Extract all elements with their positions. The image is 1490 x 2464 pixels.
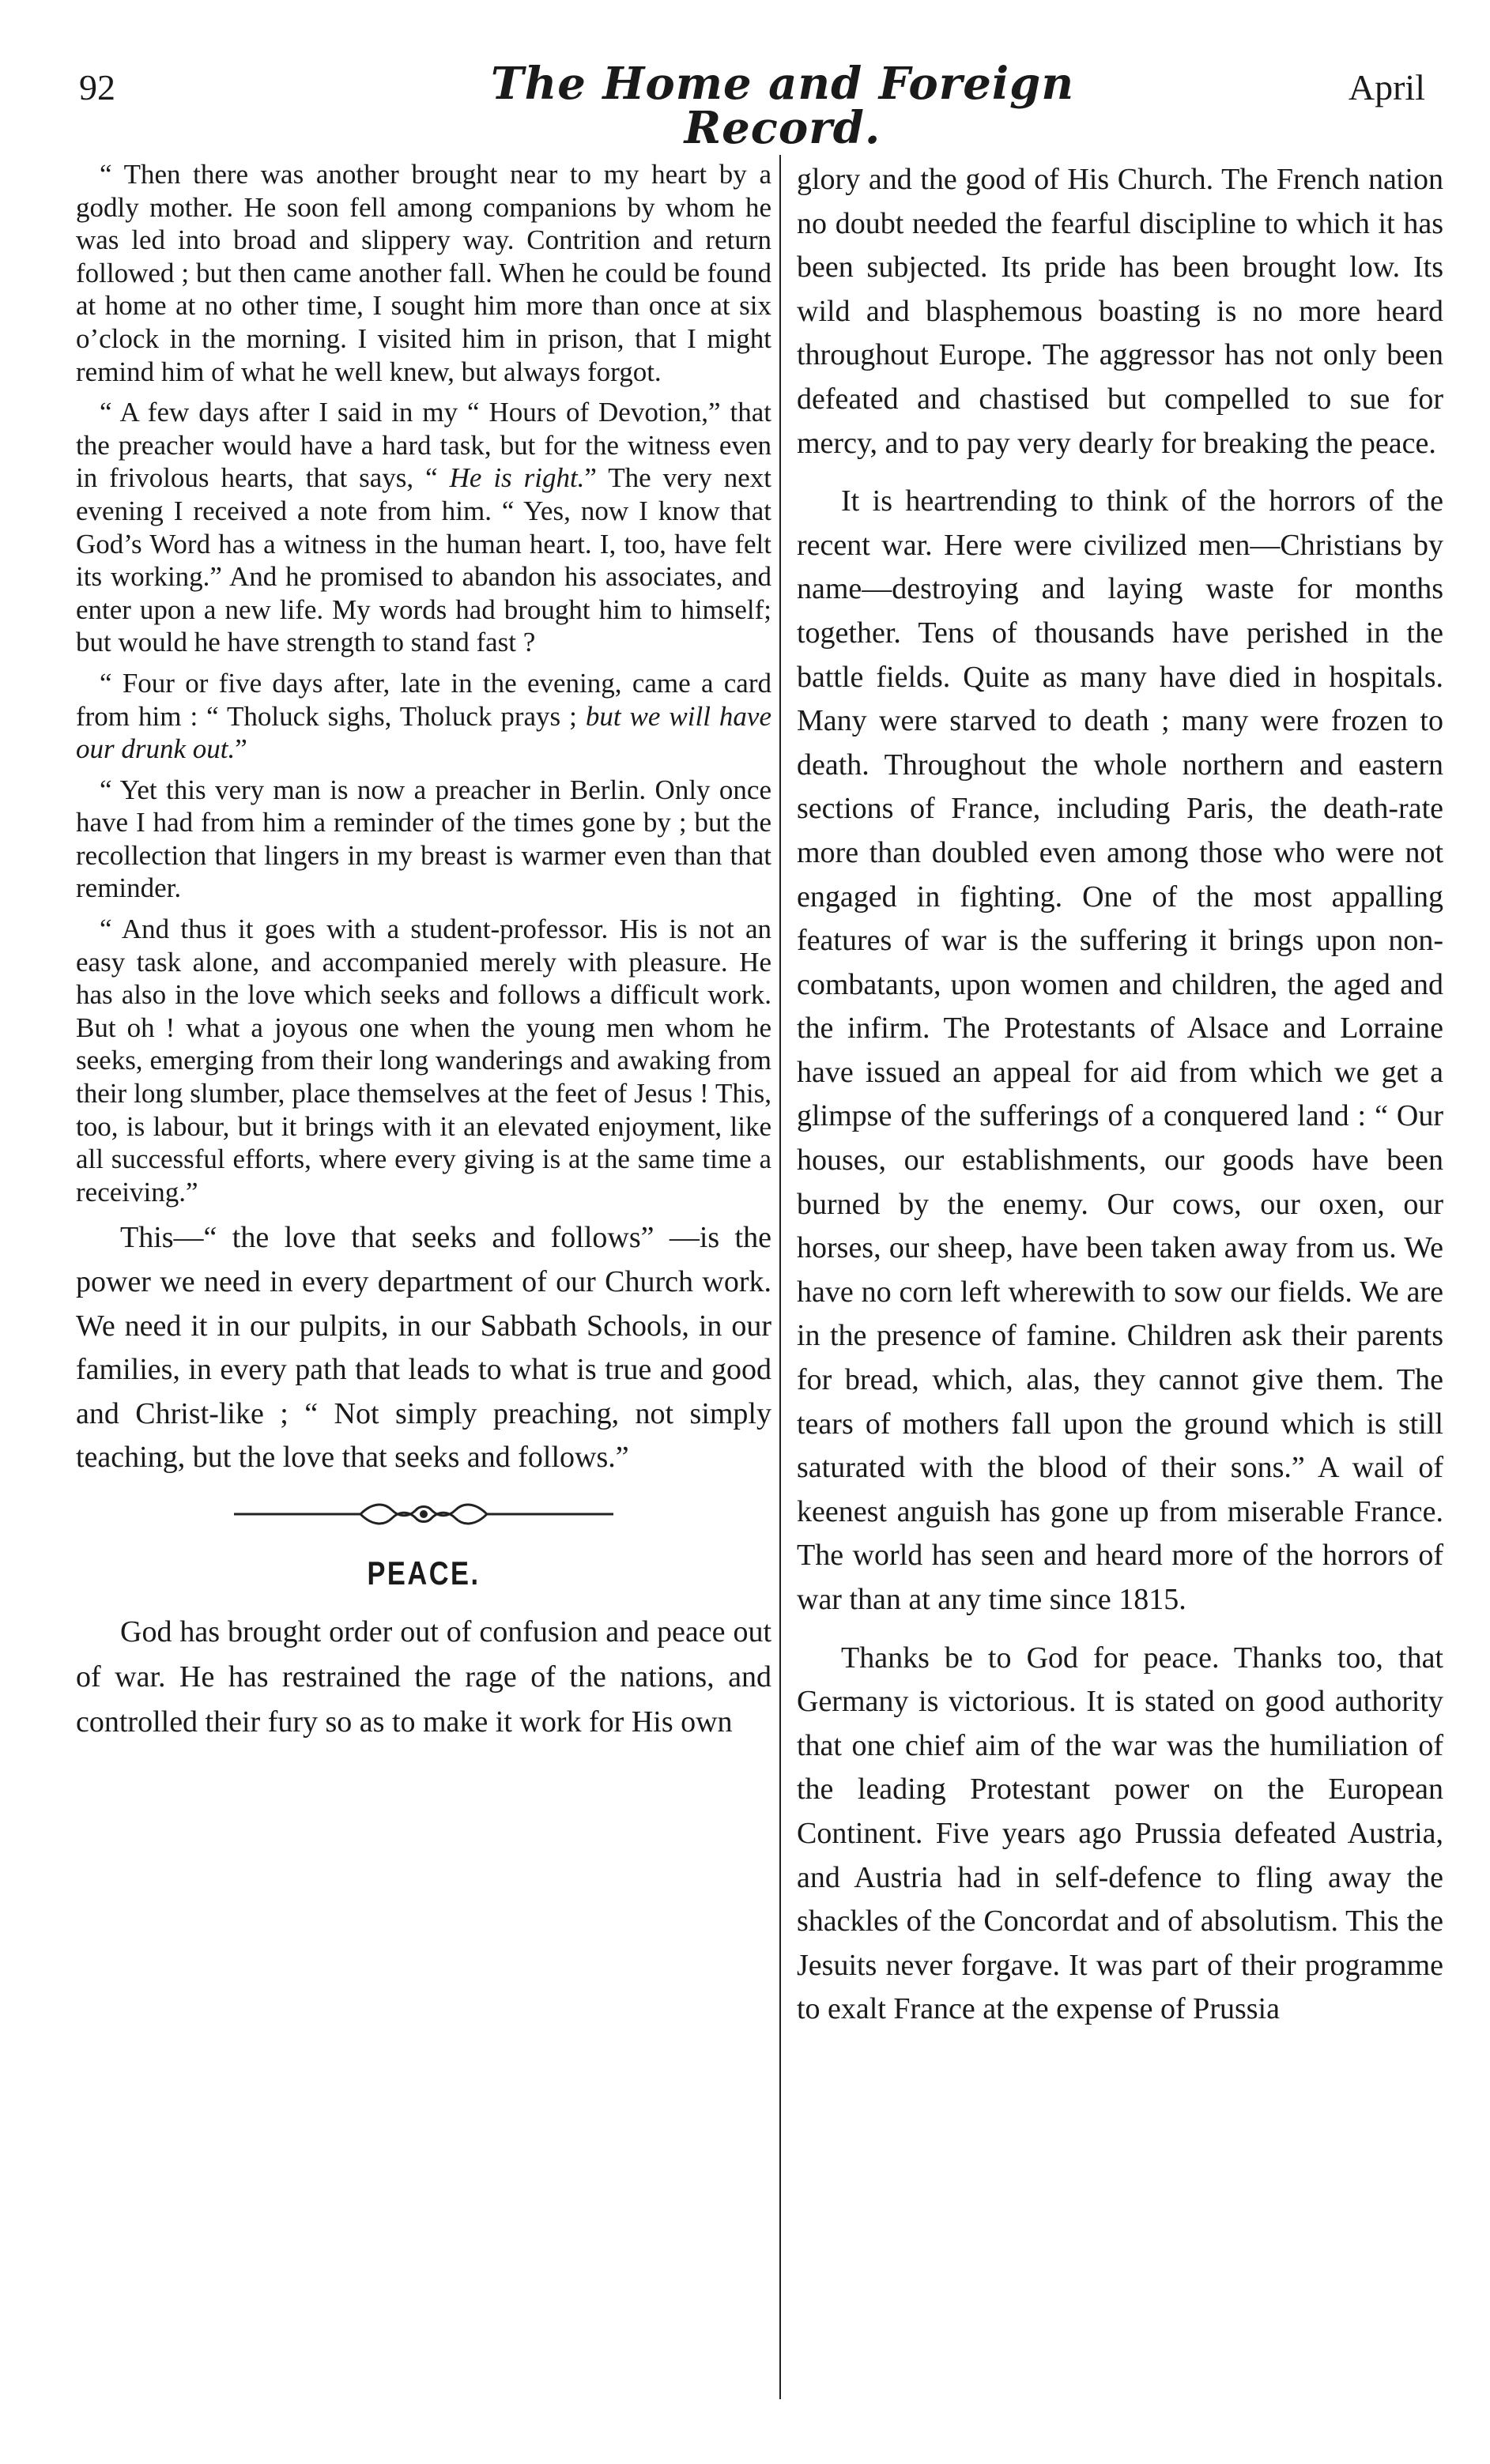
emphasis: He is right. [449,462,585,494]
closing-paragraph: This—“ the love that seeks and follows” —is the power we need in every department of our Church work. We need it in our pulpits, in our Sabbath Schools, in our families, in every path that leads to what is true and good and Christ-like ; “ Not simply preaching, not simply teaching, but the love that seeks and follows.” [76,1221,771,1475]
paragraph: “ Yet this very man is now a preacher in Berlin. Only once have I had from him a reminder of the times gone by ; but the recollection that lingers in my breast is warmer even than that reminder. [76,774,771,904]
section-heading: PEACE. [367,1554,481,1592]
issue-month: April [1348,67,1425,107]
paragraph: It is heartrending to think of the horrors of the recent war. Here were civilized men—Christians by name—destroying and laying waste for months together. Tens of thousands have perished in the battle fields. Quite as many have died in hospitals. Many were starved to death ; many were frozen to death. Throughout the whole northern and eastern sections of France, including Paris, the death-rate more than doubled even among those who were not engaged in fighting. One of the most appalling features of war is the suffering it brings upon non-combatants, upon women and children, the aged and the infirm. The Protestants of Alsace and Lorraine have issued an appeal for aid from which we get a glimpse of the sufferings of a conquered land : “ Our houses, our establishments, our goods have been burned by the enemy. Our cows, our oxen, our horses, our sheep, have been taken away from us. We have no corn left wherewith to sow our fields. We are in the presence of famine. Children ask their parents for bread, which, alas, they cannot give them. The tears of mothers fall upon the ground which is still saturated with the blood of their sons.” A wail of keenest anguish has gone up from miserable France. The world has seen and heard more of the horrors of war than at any time since 1815. [797,484,1443,1616]
column-divider [779,155,781,2399]
page-number: 92 [79,67,115,107]
paragraph: “ A few days after I said in my “ Hours of Devotion,” that the preacher would have a hard task, but for the witness even in frivolous hearts, that says, “ He is right.” The very next evening I received a note from him. “ Yes, now I know that God’s Word has a witness in the human heart. I, too, have felt its working.” And he promised to abandon his associates, and enter upon a new life. My words had brought him to himself; but would he have strength to stand fast ? [76,397,771,658]
paragraph: God has brought order out of confusion and peace out of war. He has restrained the rage of the nations, and controlled their fury so as to make it work for His own [76,1614,771,1739]
paragraph: “ Then there was another brought near to my heart by a godly mother. He soon fell among companions by whom he was led into broad and slippery way. Contrition and return followed ; but then came another fall. When he could be found at home at no other time, I sought him more than once at six o’clock in the morning. I visited him in prison, that I might remind him of what he well knew, but always forgot. [76,159,771,387]
paragraph: “ And thus it goes with a student-professor. His is not an easy task alone, and accompanied merely with pleasure. He has also in the love which seeks and follows a difficult work. But oh ! what a joyous one when the young men whom he seeks, emerging from their long wanderings and awaking from their long slumber, place themselves at the feet of Jesus ! This, too, is labour, but it brings with it an elevated enjoyment, like all successful efforts, where every giving is at the same time a receiving.” [76,914,771,1208]
paragraph: Thanks be to God for peace. Thanks too, that Germany is victorious. It is stated on good authority that one chief aim of the war was the humiliation of the leading Protestant power on the European Continent. Five years ago Prussia defeated Austria, and Austria had in self-defence to fling away the shackles of the Concordat and of absolutism. This the Jesuits never forgave. It was part of their programme to exalt France at the expense of Prussia [797,1641,1443,2026]
scroll-ornament-icon [226,1501,621,1528]
emphasis: but we will have our drunk out. [76,700,771,765]
paragraph: “ Four or five days after, late in the evening, came a card from him : “ Tholuck sighs, Tholuck prays ; but we will have our drunk out.” [76,667,771,765]
journal-title: The Home and Foreign Record. [490,58,1075,154]
paragraph: glory and the good of His Church. The French nation no doubt needed the fearful discipline to which it has been subjected. Its pride has been brought low. Its wild and blasphemous boasting is no more heard throughout Europe. The aggressor has not only been defeated and chastised but compelled to sue for mercy, and to pay very dearly for breaking the peace. [797,163,1443,460]
page-header [0,0,1490,154]
right-column [797,158,1443,2418]
left-column [76,158,771,2418]
